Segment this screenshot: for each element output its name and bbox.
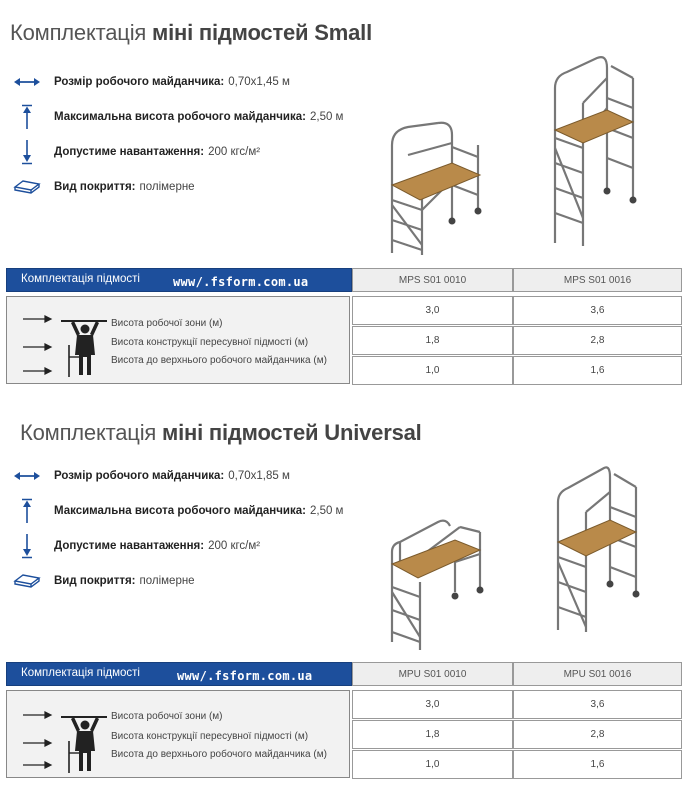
- platform-board-icon: [12, 568, 42, 594]
- row-label: Висота до верхнього робочого майданчика (м): [111, 749, 327, 760]
- horizontal-arrows-icon: [12, 463, 42, 489]
- section-title: Комплектація міні підмостей Small: [10, 20, 372, 45]
- section-title: Комплектація міні підмостей Universal: [20, 420, 422, 445]
- spec-platform-size: Розмір робочого майданчика: 0,70х1,85 м: [12, 463, 290, 489]
- row-label: Висота конструкції пересувної підмості (м): [111, 731, 309, 742]
- scaffold-illustration-low: [380, 502, 495, 652]
- table-cell: 1,6: [513, 750, 682, 779]
- table-cell: 1,6: [513, 356, 682, 385]
- table-cell: 3,6: [513, 296, 682, 325]
- spec-load: Допустиме навантаження: 200 кгс/м²: [12, 533, 260, 559]
- table-cell: 3,0: [352, 296, 513, 325]
- table-cell: 2,8: [513, 720, 682, 749]
- platform-board-icon: [12, 174, 42, 200]
- scaffold-illustration-low: [380, 105, 495, 255]
- table-header-label: Комплектація підмості: [21, 667, 140, 679]
- table-cell: 1,8: [352, 326, 513, 355]
- spec-max-height: Максимальна висота робочого майданчика: 2,50 м: [12, 104, 343, 130]
- model-column-header: MPS S01 0016: [513, 268, 682, 292]
- model-column-header: MPU S01 0016: [513, 662, 682, 686]
- table-header: [6, 662, 682, 686]
- scaffold-illustration-high: [548, 462, 648, 634]
- horizontal-arrows-icon: [12, 69, 42, 95]
- table-cell: 1,0: [352, 356, 513, 385]
- down-arrow-icon: [12, 139, 42, 165]
- row-label: Висота робочої зони (м): [111, 711, 223, 722]
- table-cell: 1,8: [352, 720, 513, 749]
- row-label: Висота конструкції пересувної підмості (м): [111, 337, 309, 348]
- model-column-header: MPU S01 0010: [352, 662, 513, 686]
- row-labels-panel: [6, 296, 350, 384]
- vertical-arrow-up-icon: [12, 104, 42, 130]
- table-cell: 1,0: [352, 750, 513, 779]
- scaffold-illustration-high: [545, 48, 645, 248]
- table-header-bar: [6, 662, 352, 686]
- table-header-bar: [6, 268, 352, 292]
- worker-height-icon: [17, 701, 107, 773]
- section-small: [0, 0, 687, 400]
- table-body: [6, 690, 682, 778]
- spec-coating: Вид покриття: полімерне: [12, 568, 195, 594]
- table-cell: 2,8: [513, 326, 682, 355]
- table-header: [6, 268, 682, 292]
- table-body: [6, 296, 682, 384]
- spec-load: Допустиме навантаження: 200 кгс/м²: [12, 139, 260, 165]
- worker-height-icon: [17, 305, 107, 377]
- table-cell: 3,0: [352, 690, 513, 719]
- row-label: Висота робочої зони (м): [111, 318, 223, 329]
- table-cell: 3,6: [513, 690, 682, 719]
- website-link[interactable]: www/.fsform.com.ua: [177, 669, 313, 683]
- row-label: Висота до верхнього робочого майданчика (м): [111, 355, 327, 366]
- spec-max-height: Максимальна висота робочого майданчика: 2,50 м: [12, 498, 343, 524]
- vertical-arrow-up-icon: [12, 498, 42, 524]
- spec-coating: Вид покриття: полімерне: [12, 174, 195, 200]
- row-labels-panel: [6, 690, 350, 778]
- down-arrow-icon: [12, 533, 42, 559]
- table-header-label: Комплектація підмості: [21, 273, 140, 285]
- website-link[interactable]: www/.fsform.com.ua: [173, 275, 309, 289]
- model-column-header: MPS S01 0010: [352, 268, 513, 292]
- section-universal: [0, 400, 687, 812]
- spec-platform-size: Розмір робочого майданчика: 0,70х1,45 м: [12, 69, 290, 95]
